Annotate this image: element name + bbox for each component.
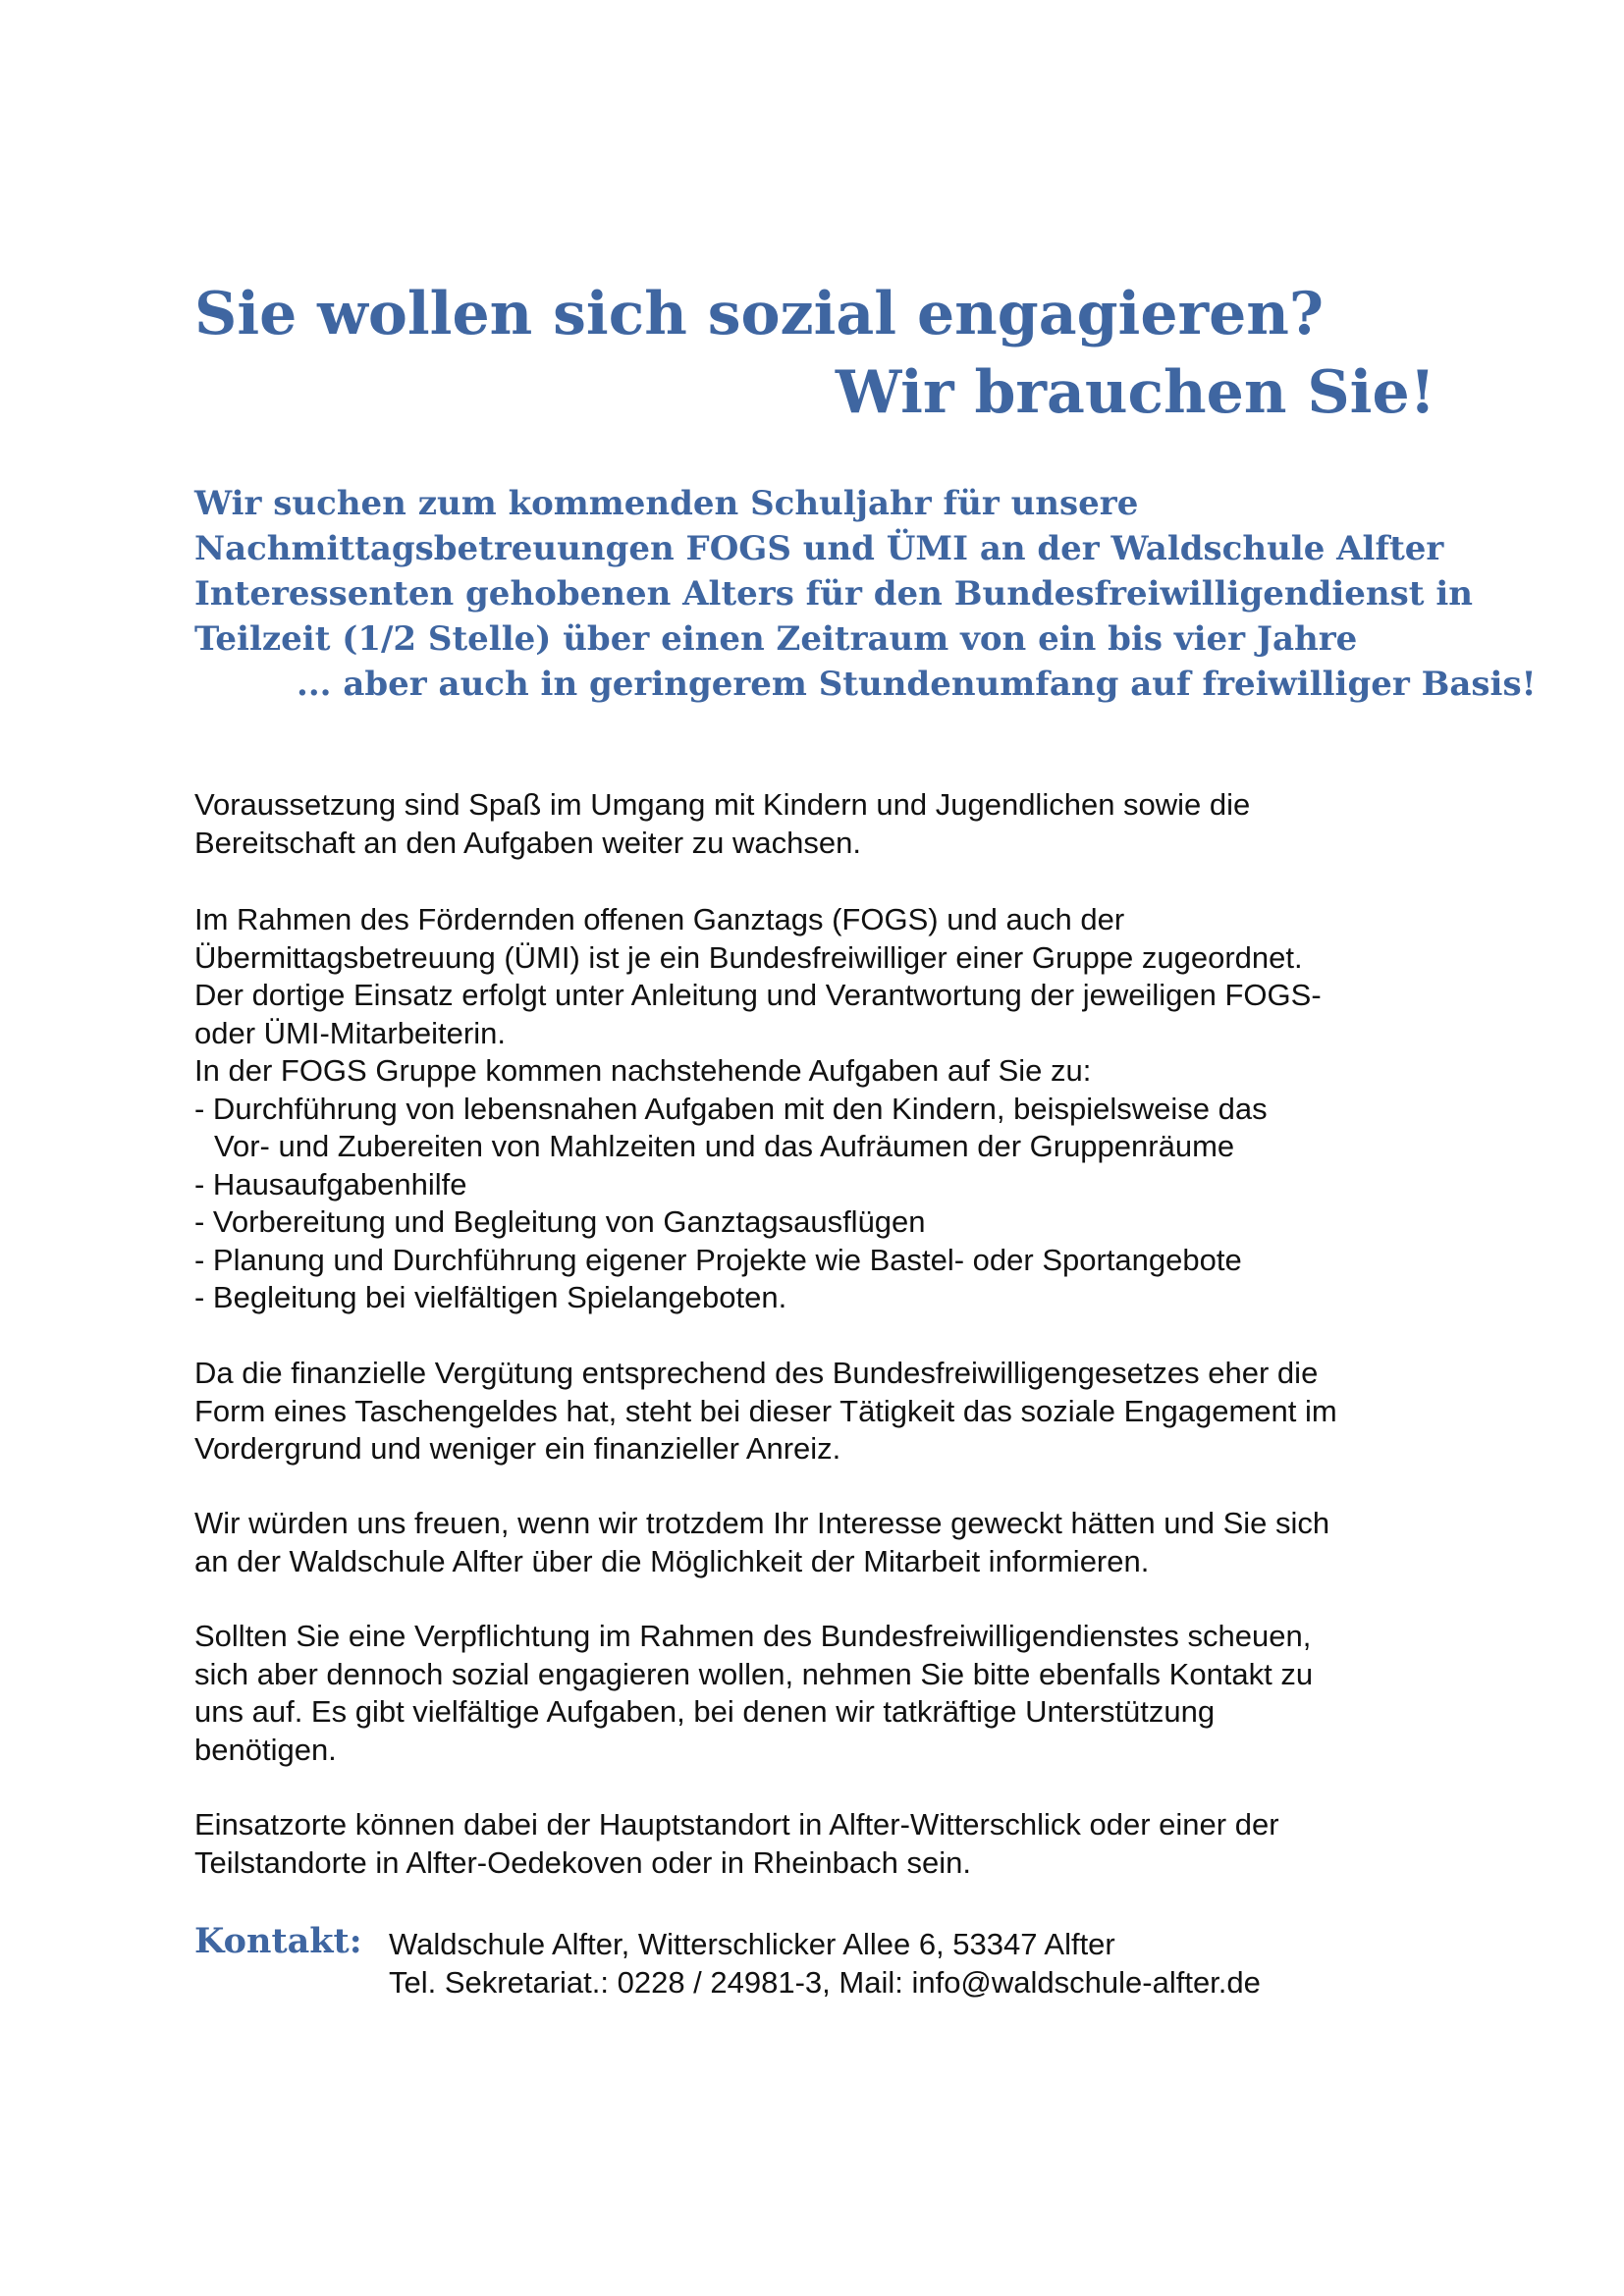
- contact-label: Kontakt:: [194, 1921, 362, 1961]
- paragraph-compensation: [194, 1355, 1441, 1468]
- paragraph-alternative: [194, 1618, 1441, 1769]
- contact-address: Waldschule Alfter, Witterschlicker Allee 6, 53347 Alfter: [389, 1927, 1115, 1961]
- task-list-item: - Vorbereitung und Begleitung von Ganztagsausflügen: [194, 1204, 926, 1239]
- paragraph-tasks: [194, 901, 1441, 1317]
- task-list-item: - Begleitung bei vielfältigen Spielangeboten.: [194, 1280, 787, 1314]
- task-list-item: - Hausaufgabenhilfe: [194, 1166, 467, 1201]
- headline-answer: Wir brauchen Sie!: [835, 358, 1435, 427]
- text-line: Der dortige Einsatz erfolgt unter Anleitung und Verantwortung der jeweiligen FOGS-: [194, 978, 1322, 1012]
- text-line: uns auf. Es gibt vielfältige Aufgaben, bei denen wir tatkräftige Unterstützung: [194, 1694, 1216, 1729]
- text-line: Bereitschaft an den Aufgaben weiter zu wachsen.: [194, 825, 861, 860]
- intro-line: Interessenten gehobenen Alters für den Bundesfreiwilligendienst in: [194, 574, 1473, 614]
- paragraph-invitation: [194, 1505, 1441, 1580]
- intro-line: ... aber auch in geringerem Stundenumfang auf freiwilliger Basis!: [297, 665, 1537, 704]
- text-line: Übermittagsbetreuung (ÜMI) ist je ein Bundesfreiwilliger einer Gruppe zugeordnet.: [194, 939, 1303, 975]
- text-line: Sollten Sie eine Verpflichtung im Rahmen des Bundesfreiwilligendienstes scheuen,: [194, 1619, 1312, 1653]
- text-line: Vordergrund und weniger ein finanzieller Anreiz.: [194, 1431, 841, 1466]
- task-list-item: - Planung und Durchführung eigener Projekte wie Bastel- oder Sportangebote: [194, 1242, 1242, 1277]
- text-line: Form eines Taschengeldes hat, steht bei dieser Tätigkeit das soziale Engagement im: [194, 1393, 1337, 1428]
- contact-details: [389, 1925, 1261, 2002]
- text-line: benötigen.: [194, 1732, 337, 1767]
- text-line: Wir würden uns freuen, wenn wir trotzdem Ihr Interesse geweckt hätten und Sie sich: [194, 1506, 1330, 1540]
- headline-question: Sie wollen sich sozial engagieren?: [194, 280, 1325, 348]
- contact-phone-mail: Tel. Sekretariat.: 0228 / 24981-3, Mail: info@waldschule-alfter.de: [389, 1965, 1261, 2000]
- paragraph-requirements: [194, 786, 1441, 862]
- text-line: In der FOGS Gruppe kommen nachstehende Aufgaben auf Sie zu:: [194, 1053, 1092, 1088]
- text-line: sich aber dennoch sozial engagieren wollen, nehmen Sie bitte ebenfalls Kontakt zu: [194, 1656, 1314, 1691]
- intro-paragraph: [194, 481, 1537, 707]
- intro-line: Wir suchen zum kommenden Schuljahr für unsere: [194, 484, 1139, 523]
- text-line: Da die finanzielle Vergütung entsprechend des Bundesfreiwilligengesetzes eher die: [194, 1356, 1319, 1390]
- text-line: an der Waldschule Alfter über die Möglichkeit der Mitarbeit informieren.: [194, 1543, 1150, 1578]
- text-line: Voraussetzung sind Spaß im Umgang mit Kindern und Jugendlichen sowie die: [194, 787, 1251, 822]
- intro-line: Nachmittagsbetreuungen FOGS und ÜMI an der Waldschule Alfter: [194, 529, 1444, 568]
- task-list-item-continuation: Vor- und Zubereiten von Mahlzeiten und das Aufräumen der Gruppenräume: [214, 1129, 1235, 1163]
- text-line: Im Rahmen des Fördernden offenen Ganztags (FOGS) und auch der: [194, 902, 1125, 936]
- text-line: Einsatzorte können dabei der Hauptstandort in Alfter-Witterschlick oder einer der: [194, 1807, 1279, 1842]
- paragraph-locations: [194, 1806, 1441, 1882]
- task-list-item: - Durchführung von lebensnahen Aufgaben mit den Kindern, beispielsweise das: [194, 1091, 1268, 1126]
- intro-line: Teilzeit (1/2 Stelle) über einen Zeitraum von ein bis vier Jahre: [194, 619, 1358, 659]
- text-line: oder ÜMI-Mitarbeiterin.: [194, 1015, 506, 1050]
- text-line: Teilstandorte in Alfter-Oedekoven oder in Rheinbach sein.: [194, 1844, 971, 1880]
